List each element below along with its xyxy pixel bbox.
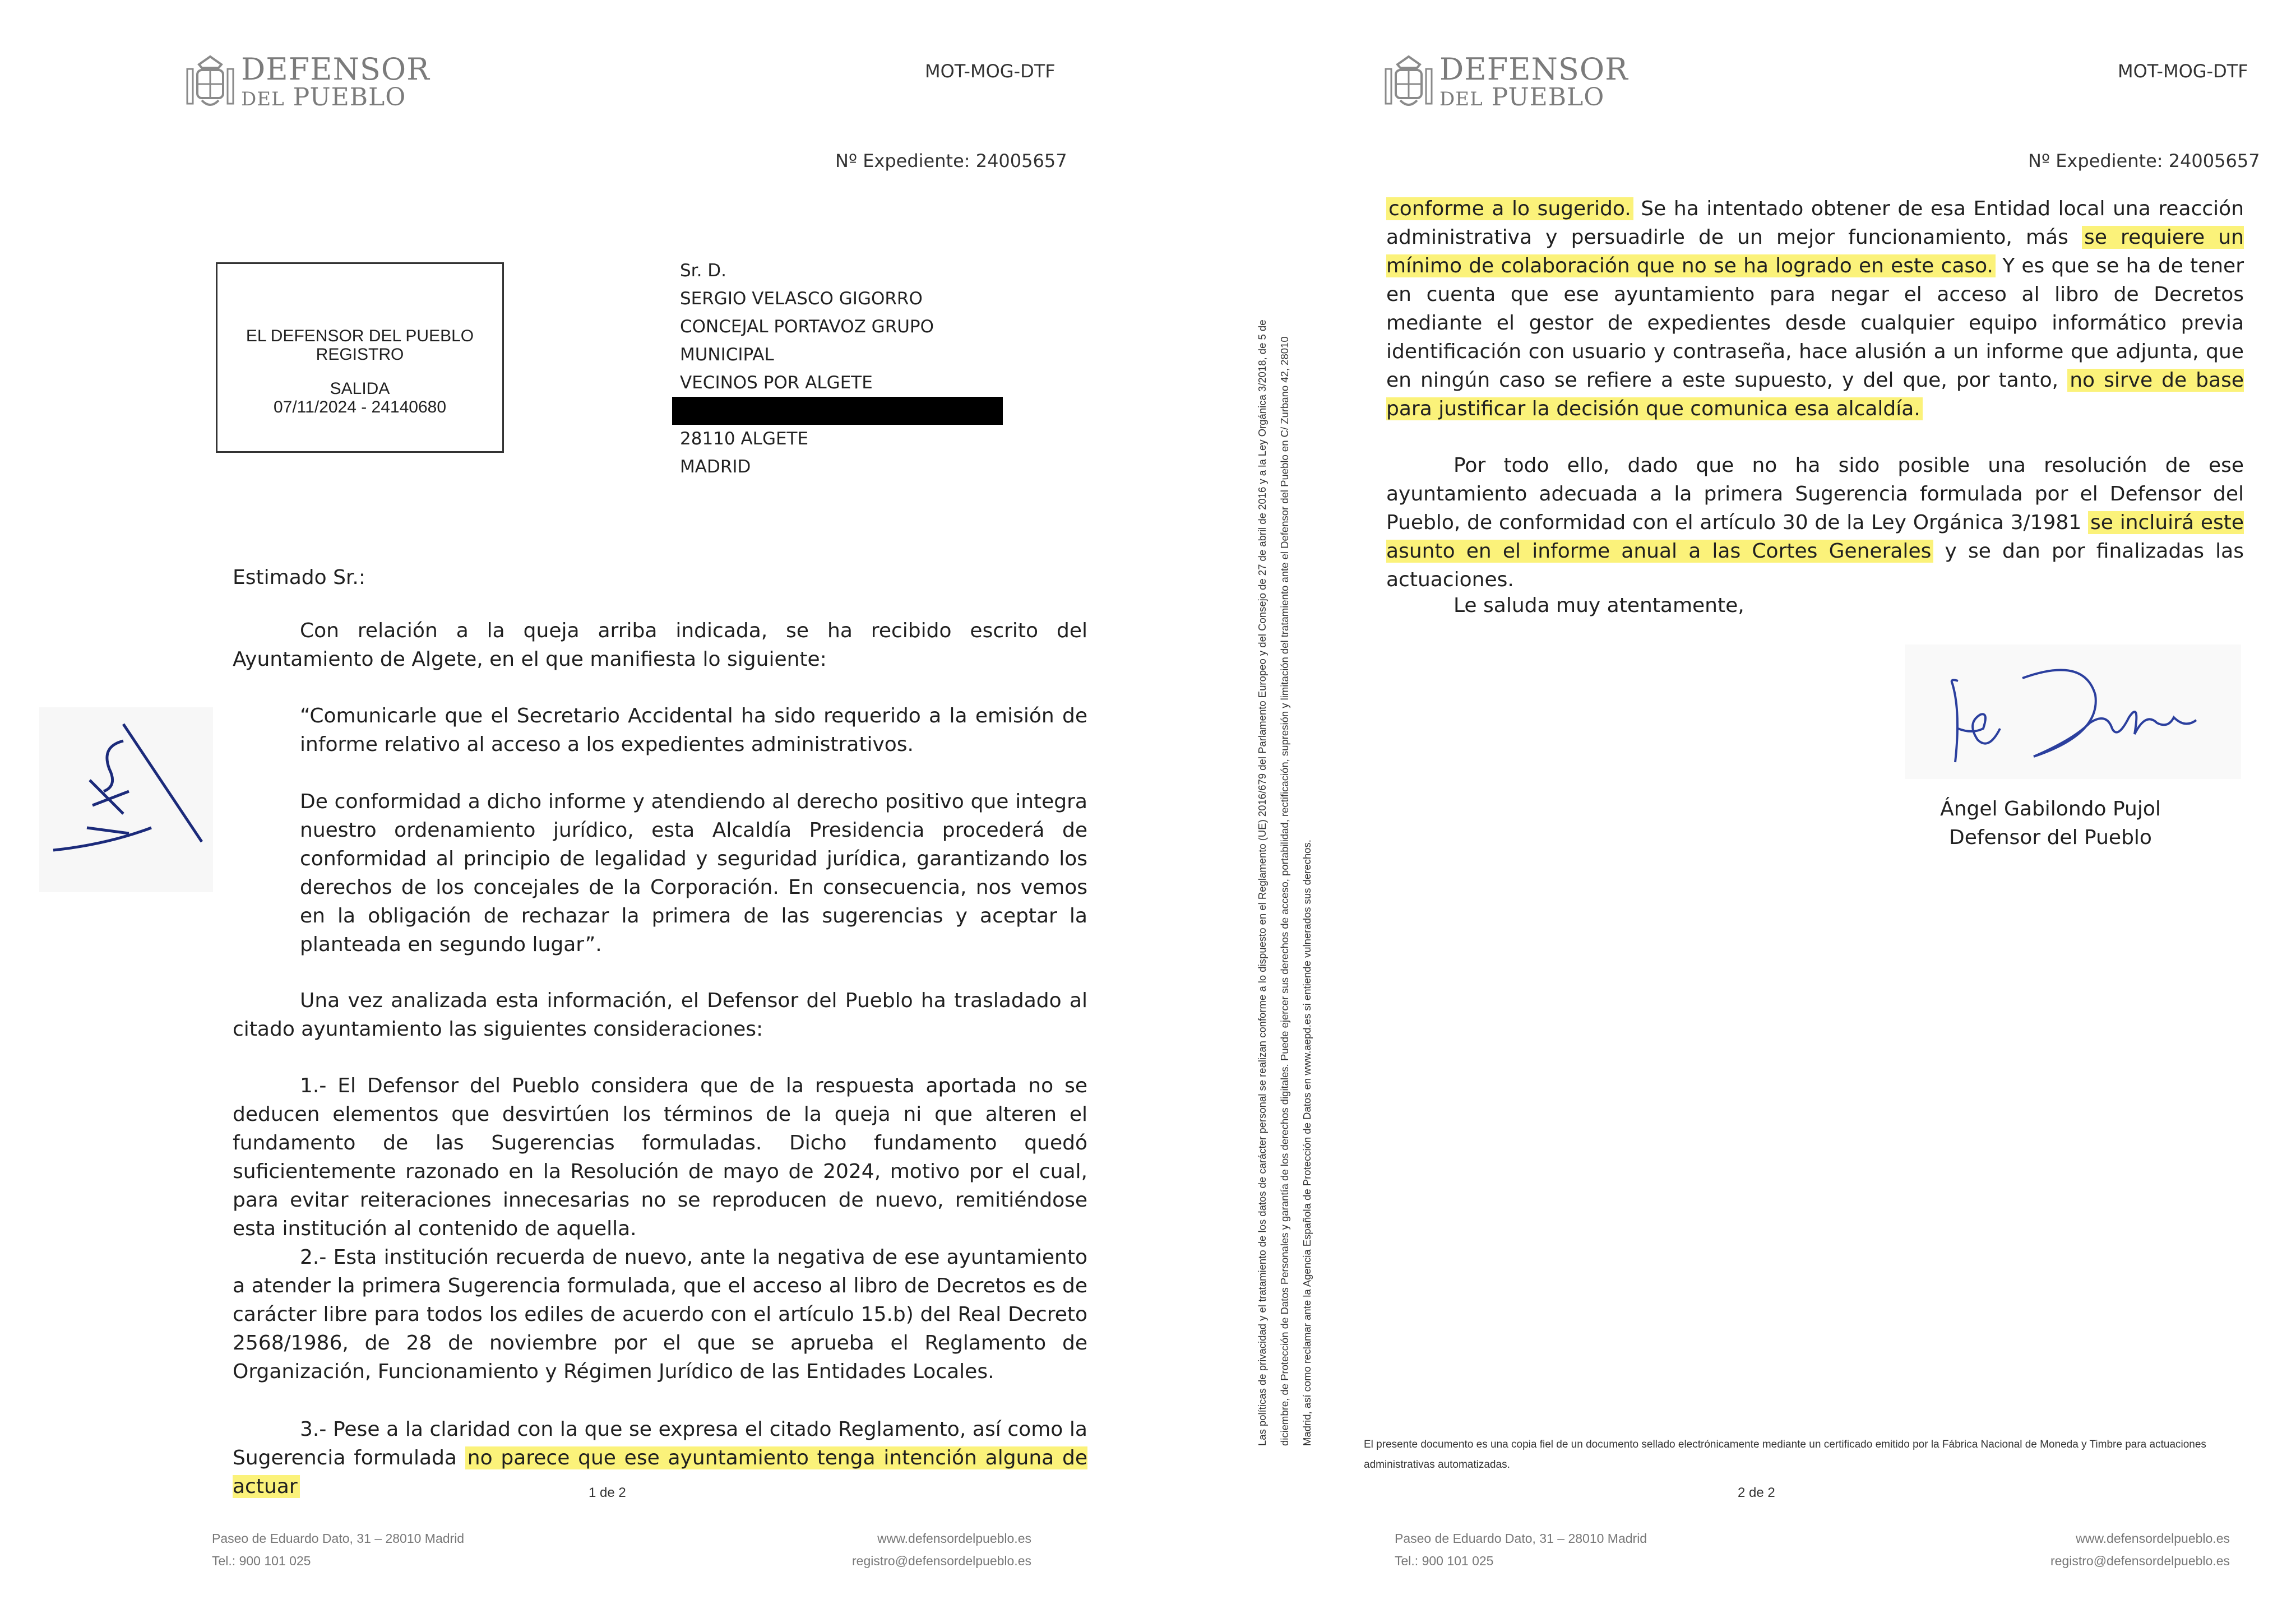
privacy-line1: Las políticas de privacidad y el tratamiento de los datos de carácter personal se realizan conforme a lo dispuesto en el Reglamento (UE) 2016/679 del Parlamento Europeo y del Consejo de 27 de abril de 2016 y a la Ley Orgánica 3/2018, de 5 de — [1256, 319, 1268, 1446]
recipient-line6: MADRID — [680, 457, 751, 477]
certificate-note: El presente documento es una copia fiel de un documento sellado electrónicamente mediante un certificado emitido por la Fábrica Nacional de Moneda y Timbre para actuaciones administrativas automatizadas. — [1364, 1439, 2206, 1471]
page-number-2: 2 de 2 — [1738, 1485, 1775, 1500]
signature — [1905, 644, 2241, 779]
consideration-3: 3.- Pese a la claridad con la que se expresa el citado Reglamento, así como la Sugerencia formulada no parece que ese ayuntamiento tenga intención alguna de actuar — [233, 1418, 1087, 1498]
footer-email[interactable]: registro@defensordelpueblo.es — [852, 1554, 1031, 1568]
logo-line1: DEFENSOR — [241, 51, 430, 87]
logo-line1: DEFENSOR — [1439, 51, 1628, 87]
signer-title: Defensor del Pueblo — [1949, 826, 2152, 849]
footer-right-2 — [2045, 1527, 2230, 1572]
highlight-as-suggested: conforme a lo sugerido. — [1386, 197, 1633, 220]
stamp-line2: REGISTRO — [316, 345, 404, 364]
highlight-no-basis: no sirve de base para justificar la decisión que comunica esa alcaldía. — [1386, 369, 2244, 420]
institution-logo-2 — [1383, 53, 1628, 115]
footer-left-1 — [212, 1527, 464, 1572]
salutation: Estimado Sr.: — [233, 566, 365, 589]
recipient-line1: Sr. D. — [680, 261, 727, 281]
consideration-2: 2.- Esta institución recuerda de nuevo, ante la negativa de ese ayuntamiento a atender la primera Sugerencia formulada, que el acceso al libro de Decretos es de carácter libre para todos los ediles de acuerdo con el artículo 15.b) del Real Decreto 2568/1986, de 28 de noviembre por el que se aprueba el Reglamento de Organización, Funcionamiento y Régimen Jurídico de las Entidades Locales. — [233, 1246, 1087, 1383]
page-number-1: 1 de 2 — [589, 1485, 626, 1500]
signature-icon — [1905, 644, 2241, 779]
footer-address: Paseo de Eduardo Dato, 31 – 28010 Madrid — [1395, 1531, 1647, 1546]
coat-of-arms-icon — [1383, 53, 1434, 115]
footer-web[interactable]: www.defensordelpueblo.es — [877, 1531, 1031, 1546]
redacted-block — [680, 397, 1027, 425]
logo-line2-main: PUEBLO — [293, 82, 406, 112]
paragraph-analysis: Una vez analizada esta información, el Defensor del Pueblo ha trasladado al citado ayuntamiento las siguientes consideraciones: — [233, 989, 1087, 1041]
quote-part1: “Comunicarle que el Secretario Accidental ha sido requerido a la emisión de informe relativo al acceso a los expedientes administrativos. — [300, 704, 1087, 756]
footer-phone: Tel.: 900 101 025 — [212, 1554, 311, 1568]
paragraph-intro: Con relación a la queja arriba indicada, se ha recibido escrito del Ayuntamiento de Algete, en el que manifiesta lo siguiente: — [233, 619, 1087, 671]
consideration-1: 1.- El Defensor del Pueblo considera que de la respuesta aportada no se deducen elementos que desvirtúen los términos de la queja ni que alteren el fundamento de las Sugerencias formuladas. Dicho fundamento quedó suficientemente razonado en la Resolución de mayo de 2024, motivo por el cual, para evitar reiteraciones innecesarias no se reproducen de nuevo, remitiéndose esta institución al contenido de aquella. — [233, 1074, 1087, 1240]
file-number: Nº Expediente: 24005657 — [835, 150, 1067, 171]
logo-line2-main: PUEBLO — [1491, 82, 1605, 112]
stamp-line3: SALIDA — [330, 379, 390, 398]
footer-email[interactable]: registro@defensordelpueblo.es — [2050, 1554, 2230, 1568]
logo-line2-prefix: DEL — [241, 87, 285, 110]
footer-right-1 — [852, 1527, 1031, 1572]
handwritten-annotation — [39, 707, 213, 892]
page-2 — [1148, 0, 2296, 1623]
recipient-line3: CONCEJAL PORTAVOZ GRUPO MUNICIPAL — [680, 317, 934, 365]
reference-code: MOT-MOG-DTF — [925, 61, 1056, 82]
signer-block — [1894, 795, 2207, 852]
privacy-line3: Madrid, así como reclamar ante la Agencia Española de Protección de Datos en www.aepd.es si entiende vulnerados sus derechos. — [1301, 840, 1313, 1446]
highlight-collaboration: se requiere un mínimo de colaboración que no se ha logrado en este caso. — [1386, 226, 2244, 277]
privacy-line2: diciembre, de Protección de Datos Personales y garantía de los derechos digitales. Puede ejercer sus derechos de acceso, portabilidad, rectificación, supresión y limitación del tratamiento ante el Defensor del Pueblo en C/ Zurbano 42, 28010 — [1279, 336, 1290, 1446]
stamp-line4: 07/11/2024 - 24140680 — [273, 398, 447, 416]
recipient-address — [680, 257, 1027, 481]
closing: Le saluda muy atentamente, — [1453, 594, 1744, 617]
footer-web[interactable]: www.defensordelpueblo.es — [2076, 1531, 2230, 1546]
footer-address: Paseo de Eduardo Dato, 31 – 28010 Madrid — [212, 1531, 465, 1546]
recipient-line4: VECINOS POR ALGETE — [680, 373, 873, 393]
footer-phone: Tel.: 900 101 025 — [1395, 1554, 1494, 1568]
file-number-2: Nº Expediente: 24005657 — [2028, 150, 2260, 171]
institution-logo — [185, 53, 430, 115]
highlight-annual-report: se incluirá este asunto en el informe anual a las Cortes Generales — [1386, 511, 2244, 563]
highlight-no-intention: no parece que ese ayuntamiento tenga intención alguna de actuar — [233, 1446, 1087, 1498]
recipient-line2: SERGIO VELASCO GIGORRO — [680, 289, 923, 309]
logo-line2-prefix: DEL — [1439, 87, 1483, 110]
recipient-line5: 28110 ALGETE — [680, 429, 809, 449]
footer-left-2 — [1395, 1527, 1647, 1572]
reference-code-2: MOT-MOG-DTF — [2118, 61, 2248, 82]
paragraph-conclusion: Por todo ello, dado que no ha sido posible una resolución de ese ayuntamiento adecuada a la primera Sugerencia formulada por el Defensor del Pueblo, de conformidad con el artículo 30 de la Ley Orgánica 3/1981 se incluirá este asunto en el informe anual a las Cortes Generales y se dan por finalizadas las actuaciones. — [1386, 454, 2244, 591]
stamp-line1: EL DEFENSOR DEL PUEBLO — [246, 327, 474, 345]
handwritten-annotation-icon — [39, 707, 213, 892]
coat-of-arms-icon — [185, 53, 235, 115]
signer-name: Ángel Gabilondo Pujol — [1940, 797, 2161, 820]
paragraph-continuation: conforme a lo sugerido. Se ha intentado obtener de esa Entidad local una reacción administrativa y persuadirle de un mejor funcionamiento, más se requiere un mínimo de colaboración que no se ha logrado en este caso. Y es que se ha de tener en cuenta que ese ayuntamiento para negar el acceso al libro de Decretos mediante el gestor de expedientes desde cualquier equipo informático previa identificación con usuario y contraseña, hace alusión a un informe que adjunta, que en ningún caso se refiere a este supuesto, y del que, por tanto, no sirve de base para justificar la decisión que comunica esa alcaldía. — [1386, 197, 2244, 420]
quote-part2: De conformidad a dicho informe y atendiendo al derecho positivo que integra nuestro ordenamiento jurídico, esta Alcaldía Presidencia procederá de conformidad al principio de legalidad y seguridad jurídica, garantizando los derechos de los concejales de la Corporación. En consecuencia, nos vemos en la obligación de rechazar la primera de las sugerencias y aceptar la planteada en segundo lugar”. — [300, 790, 1087, 956]
registry-stamp — [216, 262, 504, 453]
